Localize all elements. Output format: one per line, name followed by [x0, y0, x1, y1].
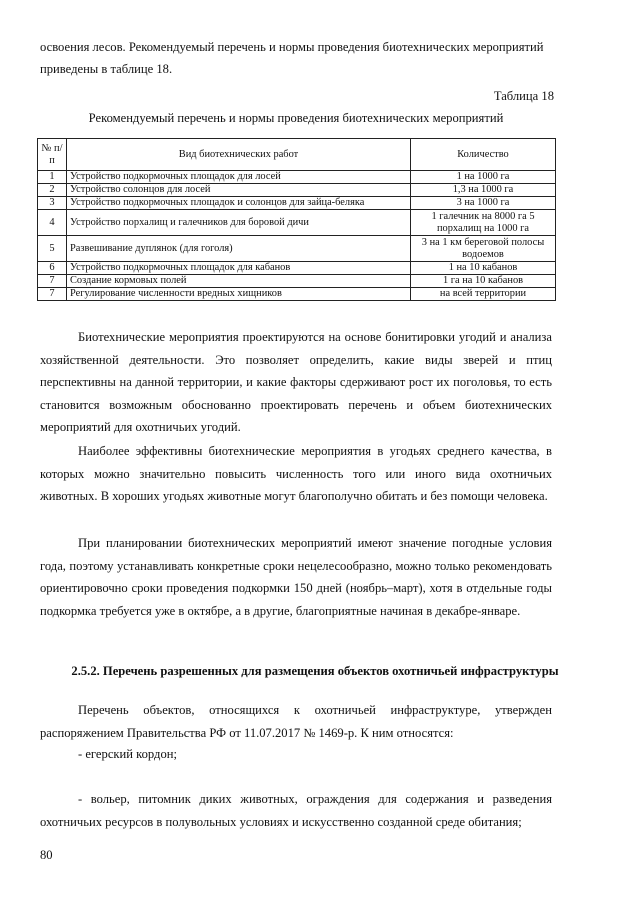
- row-quantity: 1,3 на 1000 га: [411, 184, 556, 197]
- row-quantity: 3 на 1000 га: [411, 197, 556, 210]
- row-number: 6: [38, 262, 67, 275]
- paragraph-infrastructure: Перечень объектов, относящихся к охотничьей инфраструктуре, утвержден распоряжением Правительства РФ от 11.07.2017 № 1469-р. К ним относятся:: [40, 703, 552, 740]
- paragraph-bonitation: Биотехнические мероприятия проектируются на основе бонитировки угодий и анализа хозяйственной деятельности. Это позволяет определить, какие виды зверей и птиц перспективны на данной территории, и какие факторы сдерживают рост их поголовья, то есть становится возможным обоснованно проектировать перечень и объем биотехнических мероприятий для охотничьих угодий.: [40, 330, 552, 434]
- row-number: 5: [38, 236, 67, 262]
- row-work: Регулирование численности вредных хищников: [67, 288, 411, 301]
- row-work: Устройство подкормочных площадок для лосей: [67, 171, 411, 184]
- table-header-row: [38, 139, 556, 171]
- row-quantity: 1 га на 10 кабанов: [411, 275, 556, 288]
- table-row: [38, 288, 556, 301]
- table-row: [38, 210, 556, 236]
- row-work: Устройство подкормочных площадок для кабанов: [67, 262, 411, 275]
- table-row: [38, 236, 556, 262]
- row-number: 7: [38, 288, 67, 301]
- header-work-type: Вид биотехнических работ: [67, 139, 411, 171]
- table-row: [38, 197, 556, 210]
- row-quantity: на всей территории: [411, 288, 556, 301]
- row-work: Создание кормовых полей: [67, 275, 411, 288]
- row-quantity: 1 галечник на 8000 га 5 порхалищ на 1000 га: [411, 210, 556, 236]
- row-work: Устройство порхалищ и галечников для боровой дичи: [67, 210, 411, 236]
- row-number: 4: [38, 210, 67, 236]
- table-row: [38, 275, 556, 288]
- row-quantity: 3 на 1 км береговой полосы водоемов: [411, 236, 556, 262]
- header-quantity: Количество: [411, 139, 556, 171]
- header-number: № п/п: [38, 139, 67, 171]
- table-row: [38, 171, 556, 184]
- page-number: 80: [40, 848, 53, 862]
- section-heading: 2.5.2. Перечень разрешенных для размещения объектов охотничьей инфраструктуры: [71, 664, 559, 678]
- table-label: Таблица 18: [493, 89, 554, 103]
- row-number: 7: [38, 275, 67, 288]
- paragraph-planning: При планировании биотехнических мероприятий имеют значение погодные условия года, поэтому устанавливать конкретные сроки нецелесообразно, можно только рекомендовать ориентировочно сроки проведения подкормки 150 дней (ноябрь–март), хотя в отдельные годы подкормка требуется уже в октябре, а в другие, благоприятные начиная в декабре-январе.: [40, 536, 552, 618]
- row-number: 3: [38, 197, 67, 210]
- list-item-ranger-post: - егерский кордон;: [78, 747, 178, 761]
- row-work: Устройство солонцов для лосей: [67, 184, 411, 197]
- table-row: [38, 262, 556, 275]
- table-row: [38, 184, 556, 197]
- intro-line-1: освоения лесов. Рекомендуемый перечень и нормы проведения биотехнических мероприятий: [40, 40, 544, 54]
- intro-line-2: приведены в таблице 18.: [40, 62, 173, 76]
- row-quantity: 1 на 10 кабанов: [411, 262, 556, 275]
- row-work: Устройство подкормочных площадок и солонцов для зайца-беляка: [67, 197, 411, 210]
- row-quantity: 1 на 1000 га: [411, 171, 556, 184]
- list-item-enclosure: - вольер, питомник диких животных, ограждения для содержания и разведения охотничьих ресурсов в полувольных условиях и искусственно созданной среде обитания;: [40, 792, 552, 829]
- row-work: Развешивание дуплянок (для гоголя): [67, 236, 411, 262]
- table-caption: Рекомендуемый перечень и нормы проведения биотехнических мероприятий: [88, 111, 504, 125]
- biotech-table: [37, 138, 556, 301]
- paragraph-efficiency: Наиболее эффективны биотехнические мероприятия в угодьях среднего качества, в которых можно значительно повысить численность того или иного вида охотничьих животных. В хороших угодьях животные могут благополучно обитать и без помощи человека.: [40, 444, 552, 503]
- row-number: 1: [38, 171, 67, 184]
- row-number: 2: [38, 184, 67, 197]
